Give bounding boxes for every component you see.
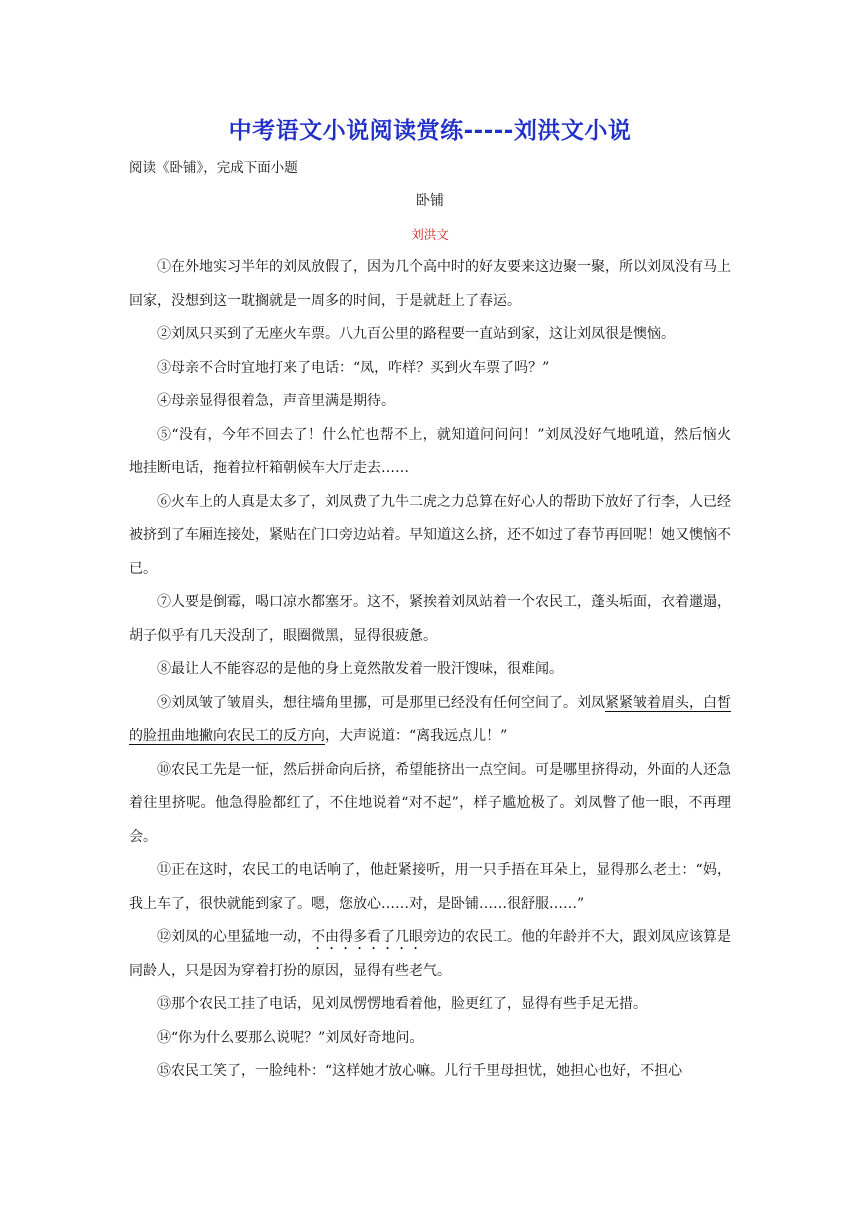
paragraph-9-lead: ⑨刘凤皱了皱眉头，想往墙角里挪，可是那里已经没有任何空间了。刘凤 [157, 694, 605, 711]
paragraph-12-lead: ⑫刘凤的心里猛地一动， [157, 929, 311, 945]
paragraph-9-tail: ，大声说道：“离我远点儿！” [325, 728, 508, 744]
paragraph-4: ④母亲显得很着急，声音里满是期待。 [157, 393, 395, 409]
paragraph-10: ⑩农民工先是一怔，然后拼命向后挤，希望能挤出一点空间。可是哪里挤得动，外面的人还急着往里挤呢。他急得脸都红了，不住地说着“对不起”，样子尴尬极了。刘凤瞥了他一眼，不再理会。 [129, 761, 731, 845]
paragraph-8: ⑧最让人不能容忍的是他的身上竟然散发着一股汗馊味，很难闻。 [157, 661, 563, 677]
paragraph-6: ⑥火车上的人真是太多了，刘凤费了九牛二虎之力总算在好心人的帮助下放好了行李，人已经被挤到了车厢连接处，紧贴在门口旁边站着。早知道这么挤，还不如过了春节再回呢！她又懊恼不已。 [129, 493, 731, 577]
paragraph-1: ①在外地实习半年的刘凤放假了，因为几个高中时的好友要来这边聚一聚，所以刘凤没有马上回家，没想到这一耽搁就是一周多的时间，于是就赶上了春运。 [129, 259, 731, 309]
paragraph-13: ⑬那个农民工挂了电话，见刘凤愣愣地看着他，脸更红了，显得有些手足无措。 [157, 996, 647, 1012]
paragraph-12 [129, 921, 731, 988]
dotted-phrase: 不由得多看了几眼 [311, 929, 423, 945]
paragraph-2: ②刘凤只买到了无座火车票。八九百公里的路程要一直站到家，这让刘凤很是懊恼。 [157, 326, 675, 342]
paragraph-15: ⑮农民工笑了，一脸纯朴：“这样她才放心嘛。儿行千里母担忧，她担心也好，不担心 [157, 1063, 683, 1079]
instruction-text: 阅读《卧铺》，完成下面小题 [129, 160, 298, 176]
document-title: 中考语文小说阅读赏练-----刘洪文小说 [228, 118, 632, 144]
paragraph-9 [129, 687, 731, 754]
author-name: 刘洪文 [411, 227, 449, 242]
paragraph-3: ③母亲不合时宜地打来了电话：“凤，咋样？买到火车票了吗？” [157, 359, 550, 376]
paragraph-11: ⑪正在这时，农民工的电话响了，他赶紧接听，用一只手捂在耳朵上，显得那么老土：“妈，我上车了，很快就能到家了。嗯，您放心……对，是卧铺……很舒服……” [129, 862, 731, 912]
story-body [129, 251, 731, 1089]
paragraph-14: ⑭“你为什么要那么说呢？”刘凤好奇地问。 [157, 1029, 424, 1046]
story-title: 卧铺 [416, 193, 444, 209]
paragraph-12-tail: 旁边的农民工。他的年龄并不大，跟刘凤应该算是同龄人，只是因为穿着打扮的原因，显得有些老气。 [129, 929, 731, 979]
paragraph-5: ⑤“没有，今年不回去了！什么忙也帮不上，就知道问问问！”刘凤没好气地吼道，然后恼火地挂断电话，拖着拉杆箱朝候车大厅走去…… [129, 426, 731, 476]
paragraph-7: ⑦人要是倒霉，喝口凉水都塞牙。这不，紧挨着刘凤站着一个农民工，蓬头垢面，衣着邋遢，胡子似乎有几天没刮了，眼圈微黑，显得很疲惫。 [129, 594, 731, 644]
underlined-sentence: 紧紧皱着眉头，白皙的脸扭曲地撇向农民工的反方向 [129, 694, 731, 744]
